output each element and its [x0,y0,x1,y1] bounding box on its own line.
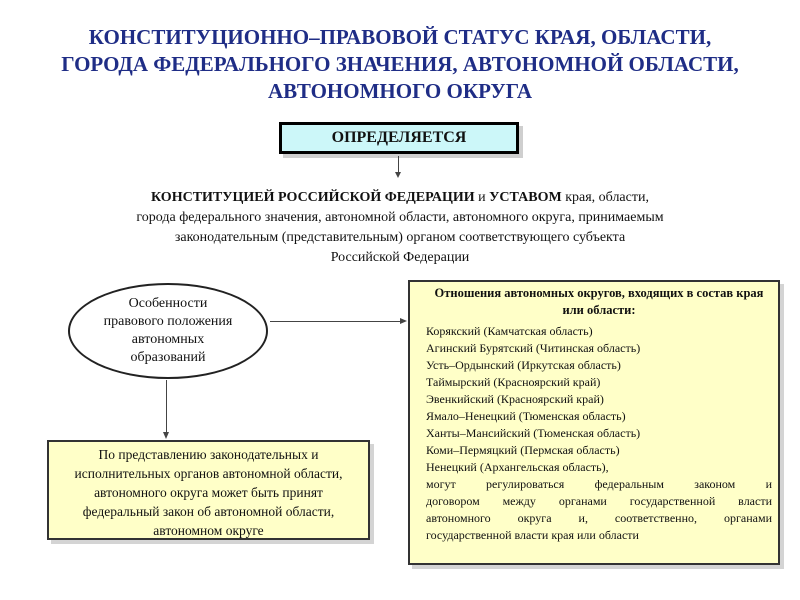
page-title [20,24,780,105]
okrug-item: Усть–Ордынский (Иркутская область) [426,358,621,372]
okrug-item: Агинский Бурятский (Читинская область) [426,341,641,355]
ellipse-line-2: правового положения [103,314,233,329]
charter-bold: УСТАВОМ [489,190,562,205]
relations-final-line: автономного округа и, соответственно, органами [426,511,772,525]
constitution-and: и [474,190,490,205]
determined-box: ОПРЕДЕЛЯЕТСЯ [279,122,519,154]
arrow-right-connector [270,321,402,322]
title-line-2: ГОРОДА ФЕДЕРАЛЬНОГО ЗНАЧЕНИЯ, АВТОНОМНОЙ ОБЛАСТИ, [61,52,739,76]
arrow-down-icon-2 [163,432,169,439]
title-line-1: КОНСТИТУЦИОННО–ПРАВОВОЙ СТАТУС КРАЯ, ОБЛАСТИ, [88,25,712,49]
ellipse-line-1: Особенности [128,296,208,311]
okrug-item: Эвенкийский (Красноярский край) [426,392,604,406]
title-line-3: АВТОНОМНОГО ОКРУГА [267,79,533,103]
constitution-line-2: города федерального значения, автономной области, автономного округа, принимаемым [136,210,664,225]
okrug-item: Таймырский (Красноярский край) [426,375,601,389]
okrug-item: Коми–Пермяцкий (Пермская область) [426,443,620,457]
relations-final-line: договором между органами государственной власти [426,494,772,508]
relations-final-line: государственной власти края или области [426,528,639,542]
ellipse-line-4: образований [130,350,206,365]
okrug-item: Корякский (Камчатская область) [426,324,593,338]
constitution-line-1 [40,188,760,208]
okrug-item: Ханты–Мансийский (Тюменская область) [426,426,641,440]
okrug-item: Ненецкий (Архангельская область), [426,460,609,474]
features-ellipse [68,283,268,379]
constitution-line-3: законодательным (представительным) органом соответствующего субъекта [174,230,626,245]
okrug-item: Ямало–Ненецкий (Тюменская область) [426,409,626,423]
relations-final-line: могут регулироваться федеральным законом и [426,477,772,491]
constitution-line-4: Российской Федерации [330,250,470,265]
arrow-right-icon [400,318,407,324]
constitution-bold: КОНСТИТУЦИЕЙ РОССИЙСКОЙ ФЕДЕРАЦИИ [151,190,475,205]
arrow-down-connector-2 [166,380,167,434]
relations-title: Отношения автономных округов, входящих в состав края или области: [434,286,764,317]
relations-box [408,280,780,565]
constitution-text [40,188,760,268]
ellipse-line-3: автономных [131,332,205,347]
constitution-rest: края, области, [561,190,649,205]
arrow-down-icon [395,172,401,178]
federal-law-box: По представлению законодательных и исполнительных органов автономной области, автономного округа может быть принят федеральный закон об автономной области, автономном округе [47,440,370,540]
